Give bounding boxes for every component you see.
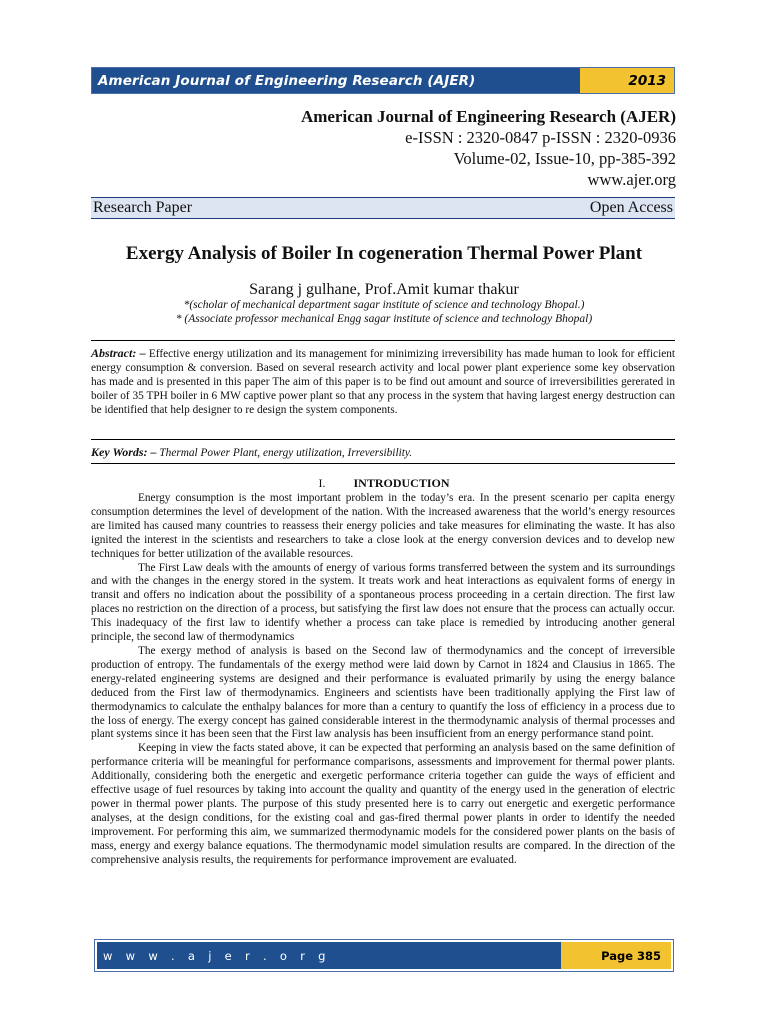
running-footer [94, 939, 674, 972]
keywords [91, 446, 675, 461]
abstract-text: Effective energy utilization and its management for minimizing irreversibility has made human to look for efficient energy consumption & conversion. Based on several research activity and local power plant experience some key observation has made and is presented in this paper The aim of this paper is to be find out amount and source of irreversibilities gererated in boiler of 35 TPH boiler in 6 MW captive power plant so that any process in the system that having largest energy destruction can be identified that help designer to re design the system components. [91, 348, 676, 416]
body-text [91, 492, 675, 867]
section-title: INTRODUCTION [353, 476, 450, 490]
section-number: I. [318, 476, 326, 490]
page-number: Page 385 [561, 942, 671, 969]
journal-issn: e-ISSN : 2320-0847 p-ISSN : 2320-0936 [405, 128, 676, 147]
keywords-label: Key Words: – [91, 445, 157, 459]
header-year: 2013 [580, 68, 674, 93]
divider [91, 463, 675, 464]
paper-type-bar [91, 197, 675, 219]
keywords-text: Thermal Power Plant, energy utilization, Irreversibility. [159, 447, 413, 459]
paragraph: The First Law deals with the amounts of energy of various forms transferred between the system and its surroundings and with the changes in the energy stored in the system. It treats work and heat interactions as equivalent forms of energy in transit and offers no indication about the possibility of a spontaneous process proceeding in a certain direction. The first law places no restriction on the direction of a process, but satisfying the first law does not ensure that the process can actually occur. This inadequacy of the first law to identify whether a process can take place is remedied by introducing another general principle, the second law of thermodynamics [91, 561, 675, 644]
access-type-label: Open Access [589, 199, 673, 216]
authors: Sarang j gulhane, Prof.Amit kumar thakur [249, 281, 519, 298]
journal-volume: Volume-02, Issue-10, pp-385-392 [453, 149, 676, 168]
divider [91, 340, 675, 341]
journal-title: American Journal of Engineering Research (AJER) [300, 107, 676, 126]
affiliation-2: * (Associate professor mechanical Engg sagar institute of science and technology Bhopal) [175, 313, 593, 325]
header-journal-name: American Journal of Engineering Research (AJER) [92, 68, 580, 93]
divider [91, 439, 675, 440]
journal-website: www.ajer.org [587, 170, 676, 189]
paper-type-label: Research Paper [93, 199, 193, 216]
paragraph: Keeping in view the facts stated above, it can be expected that performing an analysis based on the same definition of performance criteria will be meaningful for performance comparisons, assessments and improvement for thermal power plants. Additionally, considering both the energetic and exergetic performance criteria together can guide the ways of efficient and effective usage of fuel resources by taking into account the quality and quantity of the energy used in the generation of electric power in thermal power plants. The purpose of this study presented here is to carry out energetic and exergetic performance analyses, at the design conditions, for the existing coal and gas-fired thermal power plants in order to identify the needed improvement. For performing this aim, we summarized thermodynamic models for the considered power plants on the basis of mass, energy and exergy balance equations. The thermodynamic model simulation results are compared. In the direction of the comprehensive analysis results, the requirements for performance improvement are evaluated. [91, 742, 675, 866]
journal-info [301, 106, 676, 190]
paragraph: Energy consumption is the most important problem in the today’s era. In the present scenario per capita energy consumption determines the level of development of the nation. With the increased awareness that the world’s energy resources are limited has caused many countries to reassess their energy policies and take measures for eliminating the waste. It has also ignited the interest in the scientists and researchers to take a close look at the energy conversion devices and to develop new techniques for better utilization of the available resources. [91, 492, 675, 560]
section-heading [0, 476, 768, 491]
paper-title: Exergy Analysis of Boiler In cogeneration Thermal Power Plant [125, 243, 643, 264]
abstract-label: Abstract: – [91, 346, 146, 360]
running-header [91, 67, 675, 94]
footer-website: w w w . a j e r . o r g [97, 942, 561, 969]
affiliation-1: *(scholar of mechanical department sagar institute of science and technology Bhopal.) [183, 299, 585, 311]
abstract [91, 347, 675, 418]
paragraph: The exergy method of analysis is based on the Second law of thermodynamics and the concept of irreversible production of entropy. The fundamentals of the exergy method were laid down by Carnot in 1824 and Clausius in 1865. The energy-related engineering systems are designed and their performance is evaluated primarily by using the energy balance deduced from the First law of thermodynamics. Engineers and scientists have been traditionally applying the First law of thermodynamics to calculate the enthalpy balances for more than a century to quantify the loss of efficiency in a process due to the loss of energy. The exergy concept has gained considerable interest in the thermodynamic analysis of thermal processes and plant systems since it has been seen that the First law analysis has been insufficient from an energy performance stand point. [91, 644, 675, 741]
